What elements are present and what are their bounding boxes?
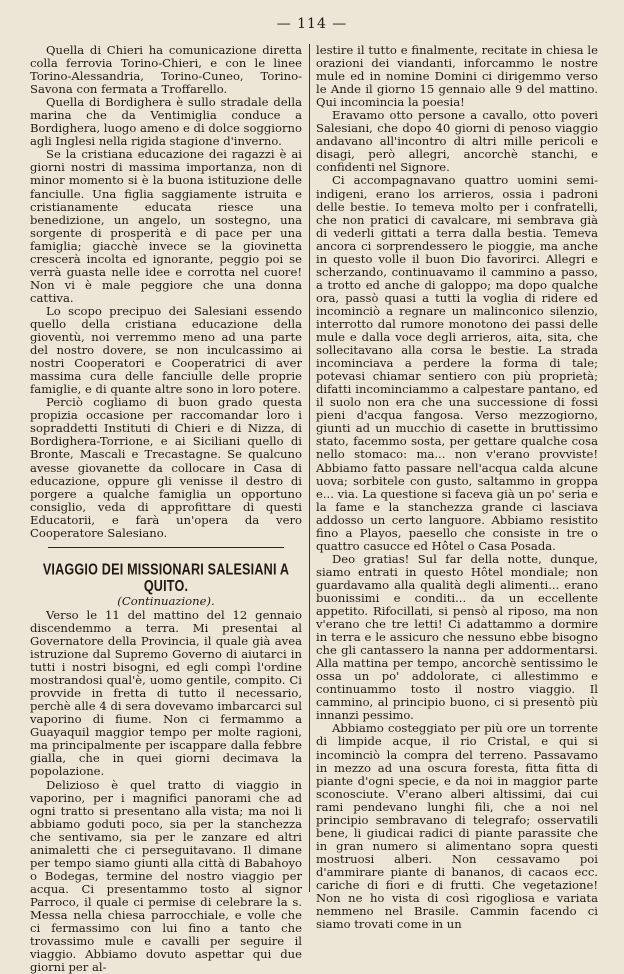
paragraph: Lo scopo precipuo dei Salesiani essendo quello della cristiana educazione della gioventù, noi verremmo meno ad una parte del nostro dovere, se non inculcassimo ai nostri Cooperatori e Cooperatrici di aver massima cura delle fanciulle delle proprie famiglie, e di quante altre sono in loro potere. <box>30 303 302 397</box>
left-column <box>30 44 302 974</box>
paragraph: Quella di Bordighera è sullo stradale della marina che da Ventimiglia conduce a Bordighera, luogo ameno e di dolce soggiorno agli Inglesi nella rigida stagione d'inverno. <box>30 95 302 149</box>
paragraph: Delizioso è quel tratto di viaggio in vaporino, per i magnifici panorami che ad ogni tratto si presentano alla vista; ma noi li abbiamo goduti poco, sia per la stanchezza che sentivamo, sia per le zanzare ed altri animaletti che ci perseguitavano. Il dimane per tempo siamo giunti alla città di Babahoyo o Bodegas, termine del nostro viaggio per acqua. Ci presentammo tosto al signor Parroco, il quale ci permise di celebrare la s. Messa nella chiesa parrocchiale, e volle che ci fermassimo con lui fino a tanto che trovassimo mule e cavalli per seguire il viaggio. Abbiamo dovuto aspettar qui due giorni per al- <box>30 777 302 974</box>
right-column <box>316 44 598 931</box>
paragraph: Se la cristiana educazione dei ragazzi è ai giorni nostri di massima importanza, non di minor momento si è la buona istituzione delle fanciulle. Una figlia saggiamente istruita e cristianamente educata riesce una benedizione, un angelo, un sostegno, una sorgente di prosperità e di pace per una famiglia; giacchè invece se la giovinetta crescerà incolta ed ignorante, peggio poi se verrà guasta nelle idee e corrotta nel cuore! Non vi è male peggiore che una donna cattiva. <box>30 147 302 305</box>
article-title: VIAGGIO DEI MISSIONARI SALESIANI A QUITO. <box>42 560 290 595</box>
column-divider <box>309 44 310 892</box>
paragraph: lestire il tutto e finalmente, recitate in chiesa le orazioni dei viandanti, inforcammo le nostre mule ed in nomine Domini ci dirigemmo verso le Ande il giorno 15 gennaio alle 9 del mattino. Qui incomincia la poesia! <box>316 43 598 110</box>
paragraph: Deo gratias! Sul far della notte, dunque, siamo entrati in questo Hôtel mondiale; non guardavamo alla qualità degli alimenti... erano buonissimi e conditi... da un eccellente appetito. Rifocillati, si pensò al riposo, ma non v'erano che tre letti! Ci adattammo a dormire in terra e le assicuro che nessuno ebbe bisogno che gli cantassero la nanna per addormentarsi. Alla mattina per tempo, ancorchè sentissimo le ossa un po' addolorate, ci allestimmo e continuammo tosto il nostro viaggio. Il cammino, al principio buono, ci si presentò più innanzi pessimo. <box>316 551 598 723</box>
section-divider <box>48 547 284 548</box>
paragraph: Ci accompagnavano quattro uomini semi-indigeni, erano los arrieros, ossia i padroni delle bestie. Io temeva molto per i confratelli, che non pratici di cavalcare, mi sembrava già di vederli gittati a terra dalla bestia. Temeva ancora ci sorprendessero le pioggie, ma anche in questo volle il buon Dio favorirci. Allegri e scherzando, continuavamo il cammino a passo, a trotto ed anche di galoppo; ma dopo qualche ora, passò quasi a tutti la voglia di ridere ed incominciò a regnare un malinconico silenzio, interrotto dal rumore monotono dei passi delle mule e dalla voce degli arrieros, aita, sita, che sollecitavano alla corsa le bestie. La strada incominciava a perdere la forma di tale; potevasi chiamar sentiero con più proprietà; difatti incominciammo a calpestare pantano, ed il suolo non era che una successione di fossi pieni d'acqua fangosa. Verso mezzogiorno, giunti ad un mucchio di casette in bruttissimo stato, facemmo sosta, per gettare qualche cosa nello stomaco: ma... non v'erano provviste! Abbiamo fatto passare nell'acqua calda alcune uova; sorbitele con gusto, saltammo in groppa e... via. La questione si faceva già un po' seria e la fame e la stanchezza grande ci lasciava addosso un certo languore. Abbiamo resistito fino a Playos, paesello che consiste in tre o quattro casucce ed Hôtel o Casa Posada. <box>316 173 598 553</box>
paragraph: Quella di Chieri ha comunicazione diretta colla ferrovia Torino-Chieri, e con le linee Torino-Alessandria, Torino-Cuneo, Torino-Savona con fermata a Troffarello. <box>30 43 302 97</box>
paragraph: Abbiamo costeggiato per più ore un torrente di limpide acque, il rio Cristal, e qui si incominciò la compra del terreno. Passavamo in mezzo ad una oscura foresta, fitta fitta di piante d'ogni specie, e da noi in maggior parte sconosciute. V'erano alberi altissimi, dai cui rami pendevano lunghi fili, che a noi nel principio sembravano di telegrafo; osservatili bene, li giudicai radici di piante parassite che in gran numero si alimentano sopra questi mostruosi alberi. Non cessavamo poi d'ammirare piante di bananos, di cacaos ecc. cariche di fiori e di frutti. Che vegetazione! Non ne ho vista di così rigogliosa e variata nemmeno nel Brasile. Cammin facendo ci siamo trovati come in un <box>316 721 598 932</box>
page-number: — 114 — <box>276 16 348 32</box>
article-subtitle: (Continuazione). <box>117 593 215 608</box>
paragraph: Verso le 11 del mattino del 12 gennaio discendemmo a terra. Mi presentai al Governatore della Provincia, il quale già avea istruzione dal Supremo Governo di aiutarci in tutti i nostri bisogni, ed egli compì l'ordine mostrandosi qual'è, uomo gentile, compito. Ci provvide in fretta di tutto il necessario, perchè alle 4 di sera dovevamo imbarcarci sul vaporino di fiume. Non ci fermammo a Guayaquil maggior tempo per molte ragioni, ma principalmente per iscappare dalla febbre gialla, che in quei giorni decimava la popolazione. <box>30 607 302 779</box>
paragraph: Eravamo otto persone a cavallo, otto poveri Salesiani, che dopo 40 giorni di penoso viaggio andavano all'incontro di altri mille pericoli e disagi, però allegri, ancorchè stanchi, e confidenti nel Signore. <box>316 108 598 175</box>
paragraph: Perciò cogliamo di buon grado questa propizia occasione per raccomandar loro i sopraddetti Instituti di Chieri e di Nizza, di Bordighera-Torrione, e ai Siciliani quello di Bronte, Mascali e Trecastagne. Se qualcuno avesse giovanette da collocare in Casa di educazione, oppure gli venisse il destro di porgere a qualche famiglia un opportuno consiglio, veda di approfittare di questi Educatorii, e farà un'opera da vero Cooperatore Salesiano. <box>30 395 302 540</box>
